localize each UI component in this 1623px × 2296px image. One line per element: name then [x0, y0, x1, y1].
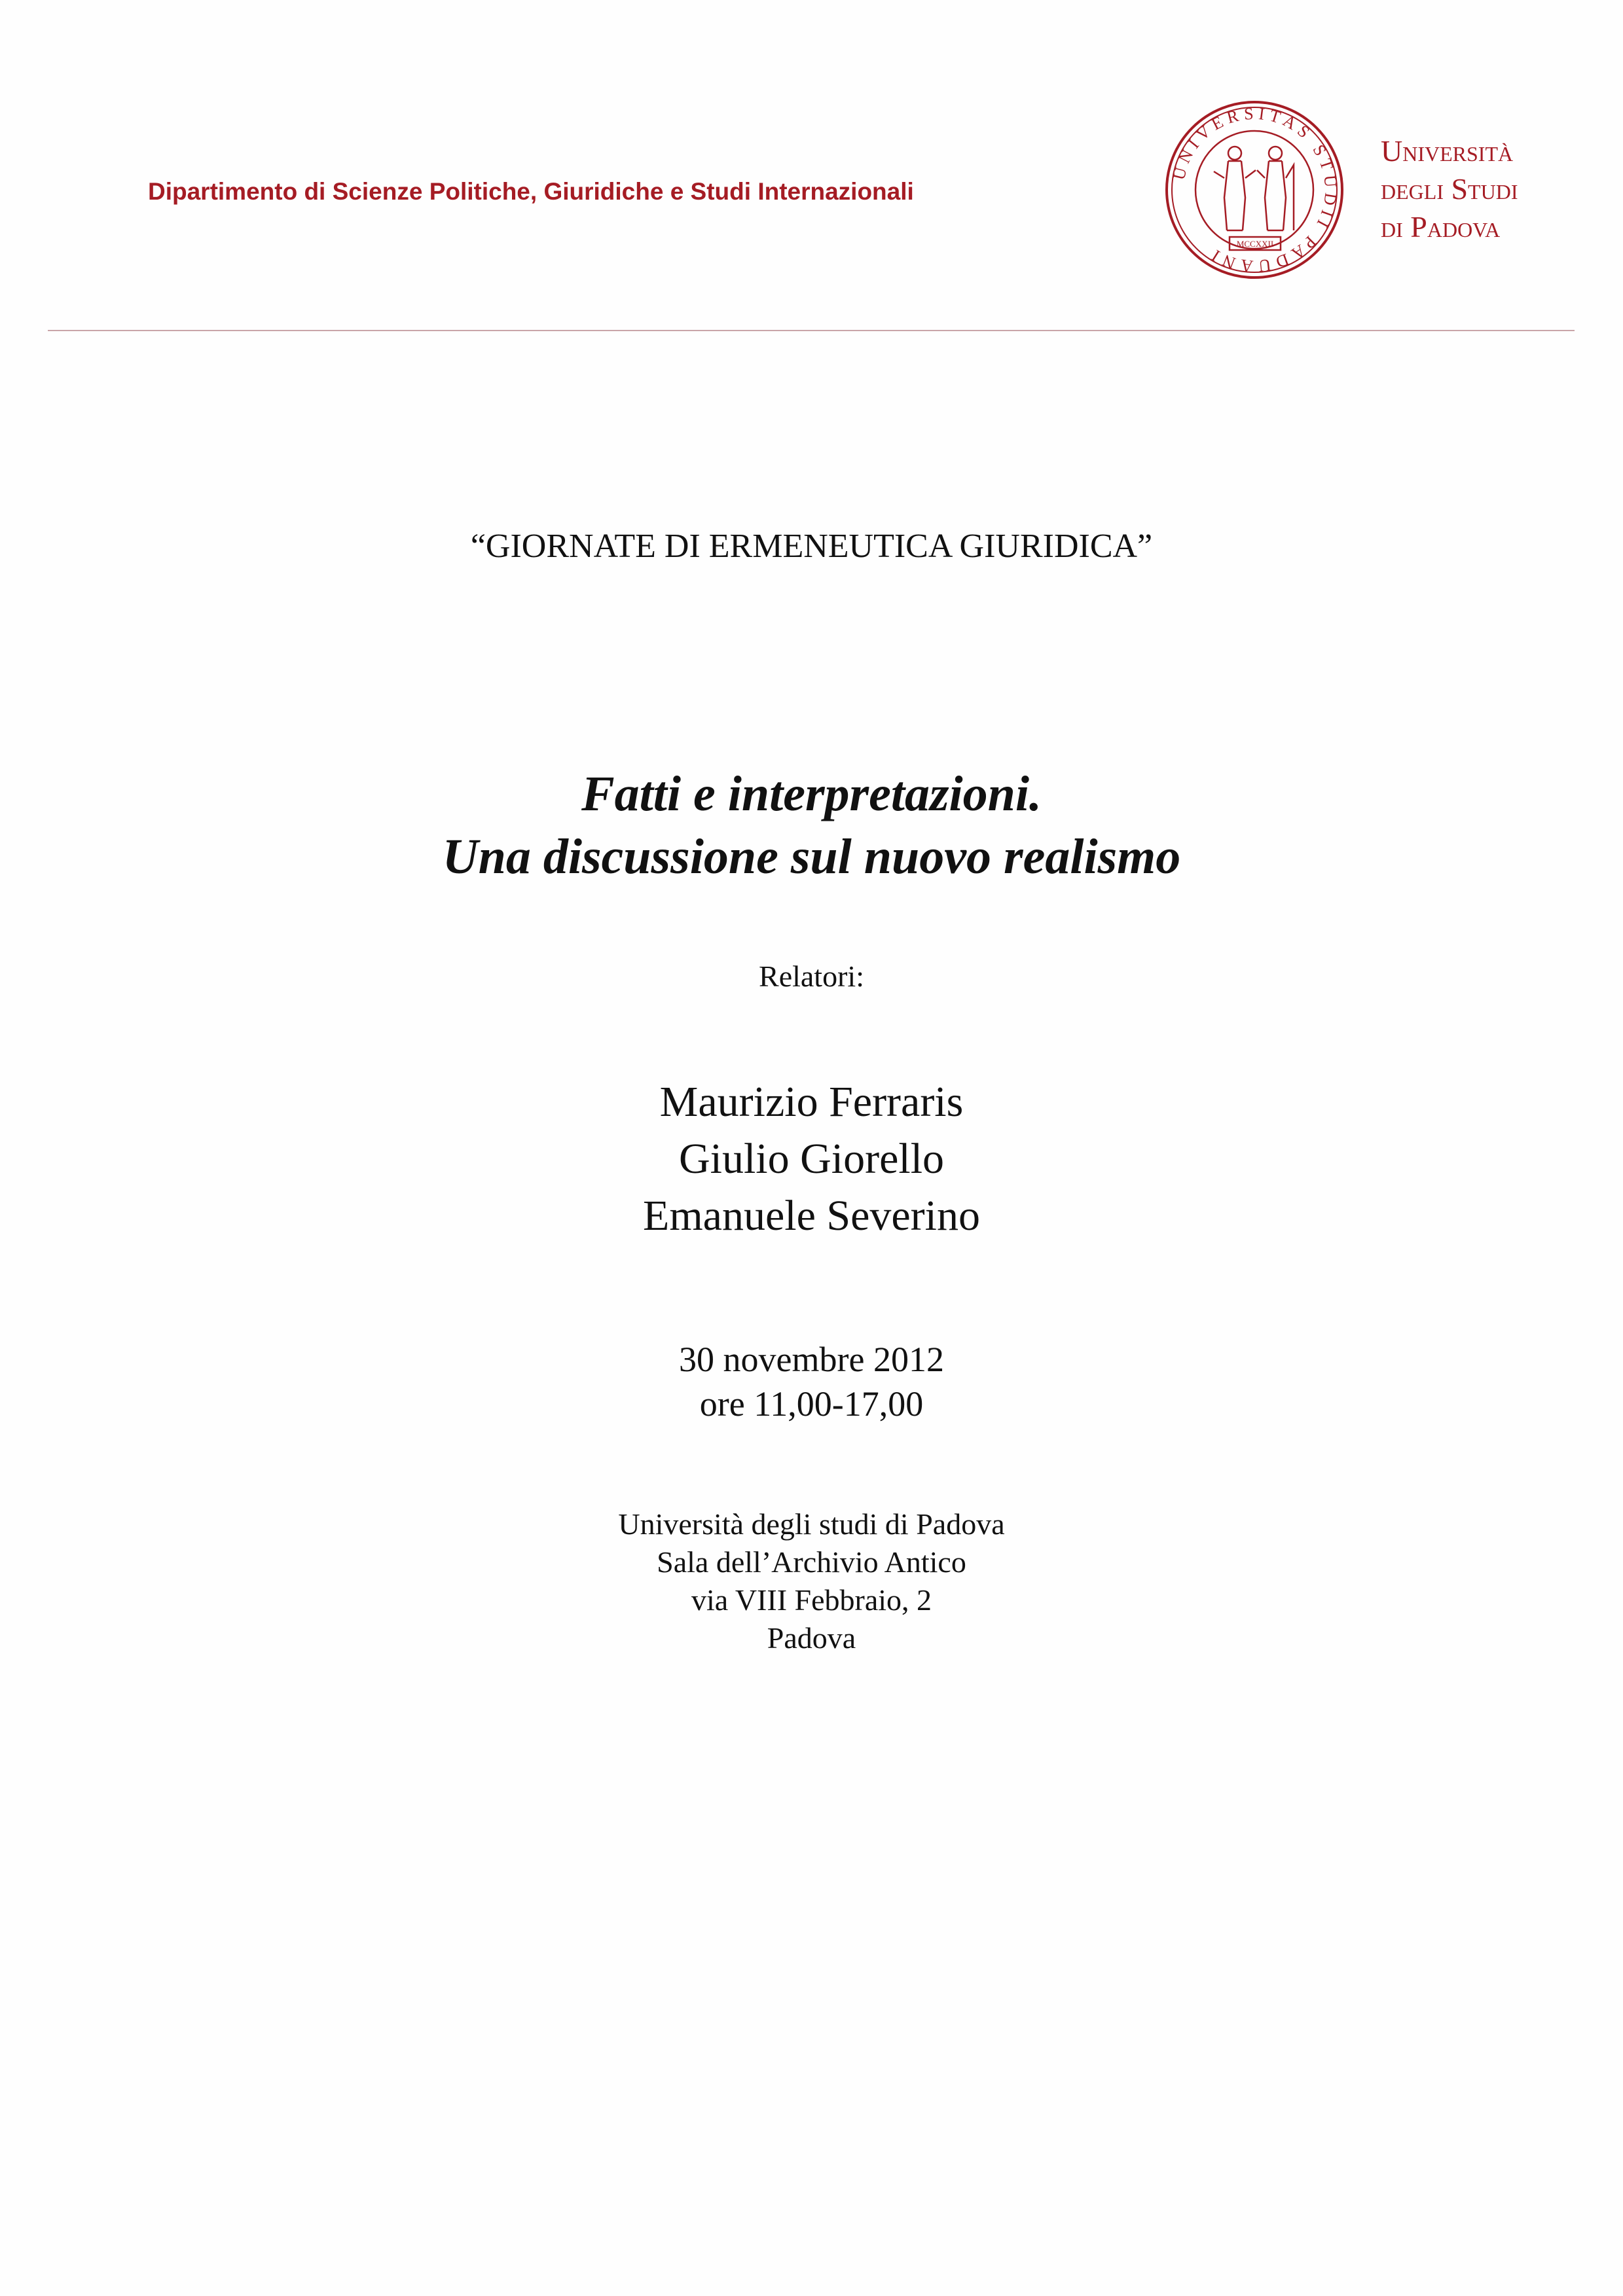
university-line: Università — [1381, 134, 1514, 168]
university-seal-logo — [1164, 99, 1345, 280]
speakers-label: Relatori: — [759, 960, 864, 993]
event-datetime — [0, 1337, 1623, 1426]
svg-text:UNIVERSITAS STUDII PADUANI: UNIVERSITAS STUDII PADUANI — [1169, 103, 1341, 276]
speakers-list — [0, 1073, 1623, 1244]
university-wordmark — [1381, 132, 1518, 246]
event-venue — [0, 1505, 1623, 1657]
event-title — [0, 762, 1623, 888]
title-line: Fatti e interpretazioni. — [581, 766, 1042, 821]
speaker-name: Emanuele Severino — [643, 1192, 980, 1240]
venue-line: via VIII Febbraio, 2 — [691, 1583, 932, 1617]
event-series: “GIORNATE DI ERMENEUTICA GIURIDICA” — [470, 528, 1153, 565]
university-line: degli Studi — [1381, 172, 1518, 206]
title-subtitle-line: Una discussione sul nuovo realismo — [442, 829, 1181, 884]
venue-line: Padova — [767, 1621, 856, 1655]
speaker-name: Giulio Giorello — [678, 1135, 945, 1183]
event-date: 30 novembre 2012 — [679, 1340, 944, 1379]
svg-text:MCCXXII: MCCXXII — [1236, 239, 1274, 249]
venue-line: Sala dell’Archivio Antico — [657, 1545, 966, 1579]
event-time: ore 11,00-17,00 — [699, 1384, 924, 1424]
speaker-name: Maurizio Ferraris — [659, 1078, 964, 1126]
venue-line: Università degli studi di Padova — [618, 1507, 1005, 1541]
header-divider — [48, 330, 1575, 331]
university-line: di Padova — [1381, 210, 1501, 243]
department-name: Dipartimento di Scienze Politiche, Giuridiche e Studi Internazionali — [148, 178, 914, 205]
